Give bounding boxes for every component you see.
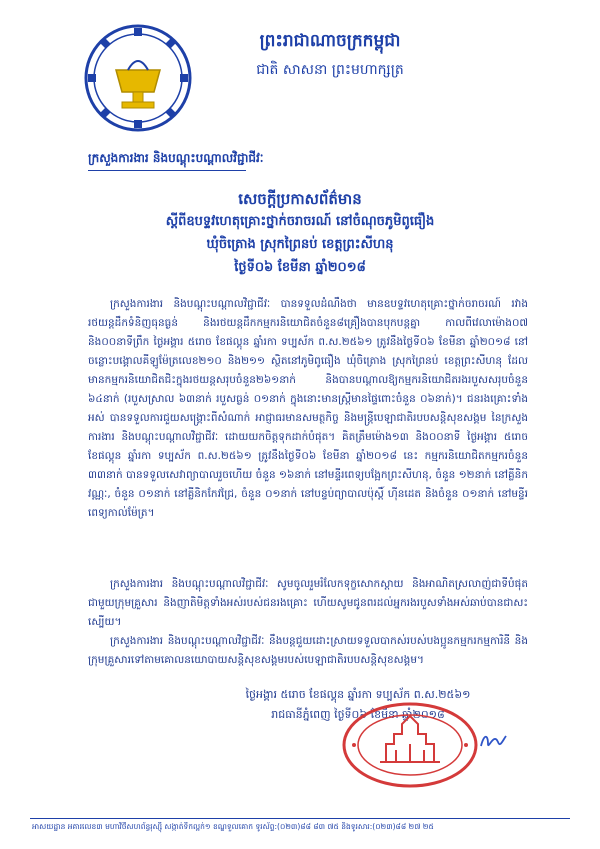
document-date: ថ្ងៃទី០៦ ខែមីនា ឆ្នាំ២០១៨ bbox=[234, 260, 366, 275]
official-seal bbox=[340, 700, 480, 790]
lunar-date: ថ្ងៃអង្គារ ៥រោច ខែផល្គុន ឆ្នាំរកា ទប្បស័ក ព.ស.២៥៦១ bbox=[245, 688, 471, 701]
ministry-underline bbox=[88, 170, 246, 171]
body-paragraph-2: ក្រសួងការងារ និងបណ្ដុះបណ្ដាលវិជ្ជាជីវៈ សូមចូលរួមរំលែកទុក្ខសោកស្ដាយ និងអាណិតស្រលាញ់ជាទីបំផុតជាមួយក្រុមគ្រួសារ និងញាតិមិត្តទាំងអស់របស់ជនរងគ្រោះ ហើយសូមជូនពរដល់អ្នករងរបួសទាំងអស់ឆាប់បានជាសះស្បើយ។ bbox=[88, 578, 528, 628]
national-motto: ជាតិ សាសនា ព្រះមហាក្សត្រ bbox=[256, 62, 404, 78]
body-paragraph-3: ក្រសួងការងារ និងបណ្ដុះបណ្ដាលវិជ្ជាជីវៈ នឹងបន្តជួយដោះស្រាយទទួលបាកស់របស់បងប្អូនកម្មករកម្មការិនី និងក្រុមគ្រួសារទៅតាមគោលនយោបាយសន្តិសុខសង្គមរបស់បេឡាជាតិរបបសន្តិសុខសង្គម។ bbox=[88, 635, 528, 666]
signature bbox=[478, 728, 508, 753]
ministry-name: ក្រសួងការងារ និងបណ្ដុះបណ្ដាលវិជ្ជាជីវៈ bbox=[88, 151, 264, 165]
ministry-logo bbox=[78, 18, 198, 138]
kingdom-heading: ព្រះរាជាណាចក្រកម្ពុជា bbox=[259, 31, 401, 51]
footer-divider bbox=[30, 818, 570, 819]
solar-date: រាជធានីភ្នំពេញ ថ្ងៃទី០៦ ខែមីនា ឆ្នាំ២០១៨ bbox=[271, 708, 445, 721]
footer-address: អាសយដ្ឋាន អគារលេខ៣ មហាវិថីសហព័ន្ធរុស្ស៊ី សង្កាត់ទឹកល្អក់១ ខណ្ឌទួលគោក ទូរស័ព្ទ:(០២៣)៨៨ ៨៣ ៧៥ និងទូរសារ:(០២៣)៨៨ ២៧ ២៥ bbox=[32, 822, 434, 831]
document-location: ឃុំចិត្រោង ស្រុកព្រៃនប់ ខេត្តព្រះសីហនុ bbox=[206, 237, 394, 252]
document-subject: ស្ដីពីឧបទ្ទវហេតុគ្រោះថ្នាក់ចរាចរណ៍ នៅចំណុចភូមិពូធឿង bbox=[165, 214, 435, 229]
body-paragraph-1: ក្រសួងការងារ និងបណ្ដុះបណ្ដាលវិជ្ជាជីវៈ បានទទួលដំណឹងថា មានឧបទ្ទវហេតុគ្រោះថ្នាក់ចរាចរណ៍ រវាងរថយន្តដឹកទំនិញធុនធ្ងន់ និងរថយន្តដឹកកម្មករនិយោជិតចំនួន៨គ្រឿងបានបុកបន្តគ្នា កាលពីវេលាម៉ោង០៧ និង០០នាទីព្រឹក ថ្ងៃអង្គារ ៥រោច ខែផល្គុន ឆ្នាំរកា ទប្បស័ក ព.ស.២៥៦១ ត្រូវនឹងថ្ងៃទី០៦ ខែមីនា ឆ្នាំ២០១៨ នៅចន្លោះបង្គោលគីឡូម៉ែត្រលេខ២១០ និង២១១ ស្ថិតនៅភូមិពូធឿង ឃុំចិត្រោង ស្រុកព្រៃនប់ ខេត្តព្រះសីហនុ ដែលមានកម្មករនិយោជិតជិះក្នុងរថយន្តសរុបចំនួន២៦១នាក់ និងបានបណ្ដាលឱ្យកម្មករនិយោជិតរងរបួសសរុបចំនួន ៦៤នាក់ (របួសស្រាល ៦៣នាក់ របួសធ្ងន់ ០១នាក់ ក្នុងនោះមានស្ត្រីមានផ្ទៃពោះចំនួន ០៦នាក់)។ ជនរងគ្រោះទាំងអស់ បានទទួលការជួយសង្គ្រោះពីសំណាក់ អាជ្ញាធរមានសមត្ថកិច្ច និងមន្ត្រីបេឡាជាតិរបបសន្តិសុខសង្គម នៃក្រសួងការងារ និងបណ្ដុះបណ្ដាលវិជ្ជាជីវៈ ដោយយកចិត្តទុកដាក់បំផុត។ គិតត្រឹមម៉ោង១៣ និង០០នាទី ថ្ងៃអង្គារ ៥រោច ខែផល្គុន ឆ្នាំរកា ទប្បស័ក ព.ស.២៥៦១ ត្រូវនឹងថ្ងៃទី០៦ ខែមីនា ឆ្នាំ២០១៨ នេះ កម្មករនិយោជិតកម្មករចំនួន ៣៣នាក់ បានទទួលសេវាព្យាបាលរួចហើយ ចំនួន ១៦នាក់ នៅមន្ទីរពេទ្យបង្អែកព្រះសីហនុ, ចំនួន ១២នាក់ នៅគ្លីនិកវណ្ណៈ, ចំនួន ០១នាក់ នៅគ្លីនិកកែវជ្រៃ, ចំនួន ០១នាក់ នៅបន្ទប់ព្យាបាលប៉ុស្តិ៍ ហ៊ីនដេត និងចំនួន ០១នាក់ នៅមន្ទីរពេទ្យកាល់ម៉ែត្រ។ bbox=[88, 298, 528, 519]
document-title: សេចក្ដីប្រកាសព័ត៌មាន bbox=[238, 190, 362, 208]
